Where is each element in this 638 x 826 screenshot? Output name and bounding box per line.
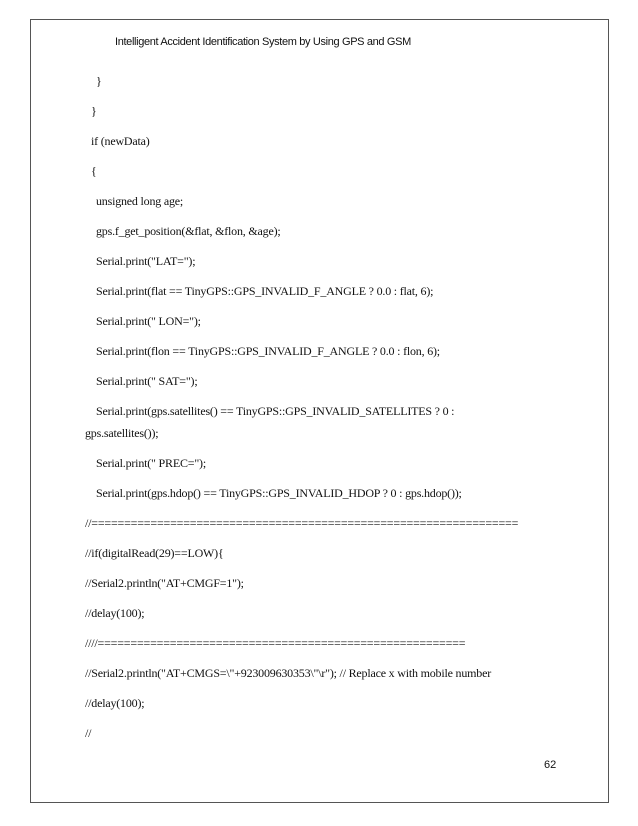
code-line: gps.satellites()); xyxy=(85,426,159,440)
code-line: { xyxy=(91,164,97,178)
code-line: Serial.print("LAT="); xyxy=(96,254,196,268)
code-line: //================================================================= xyxy=(85,516,519,530)
code-line: //if(digitalRead(29)==LOW){ xyxy=(85,546,224,560)
code-line: Serial.print(gps.satellites() == TinyGPS::GPS_INVALID_SATELLITES ? 0 : xyxy=(96,404,455,418)
code-line: } xyxy=(96,74,102,88)
code-line: } xyxy=(91,104,97,118)
code-line: // xyxy=(85,726,92,740)
code-line: Serial.print(gps.hdop() == TinyGPS::GPS_INVALID_HDOP ? 0 : gps.hdop()); xyxy=(96,486,462,500)
code-line: //Serial2.println("AT+CMGS=\"+923009630353\"\r"); // Replace x with mobile number xyxy=(85,666,491,680)
code-line: //Serial2.println("AT+CMGF=1"); xyxy=(85,576,244,590)
code-line: ////======================================================== xyxy=(85,636,466,650)
code-line: Serial.print(flat == TinyGPS::GPS_INVALID_F_ANGLE ? 0.0 : flat, 6); xyxy=(96,284,434,298)
code-line: Serial.print(" SAT="); xyxy=(96,374,198,388)
code-line: Serial.print(flon == TinyGPS::GPS_INVALID_F_ANGLE ? 0.0 : flon, 6); xyxy=(96,344,440,358)
page-header: Intelligent Accident Identification System by Using GPS and GSM xyxy=(115,36,411,48)
code-line: if (newData) xyxy=(91,134,150,148)
code-line: Serial.print(" PREC="); xyxy=(96,456,206,470)
code-line: Serial.print(" LON="); xyxy=(96,314,201,328)
code-line: //delay(100); xyxy=(85,696,145,710)
code-line: gps.f_get_position(&flat, &flon, &age); xyxy=(96,224,281,238)
page-number: 62 xyxy=(544,759,557,771)
code-line: unsigned long age; xyxy=(96,194,184,208)
code-line: //delay(100); xyxy=(85,606,145,620)
